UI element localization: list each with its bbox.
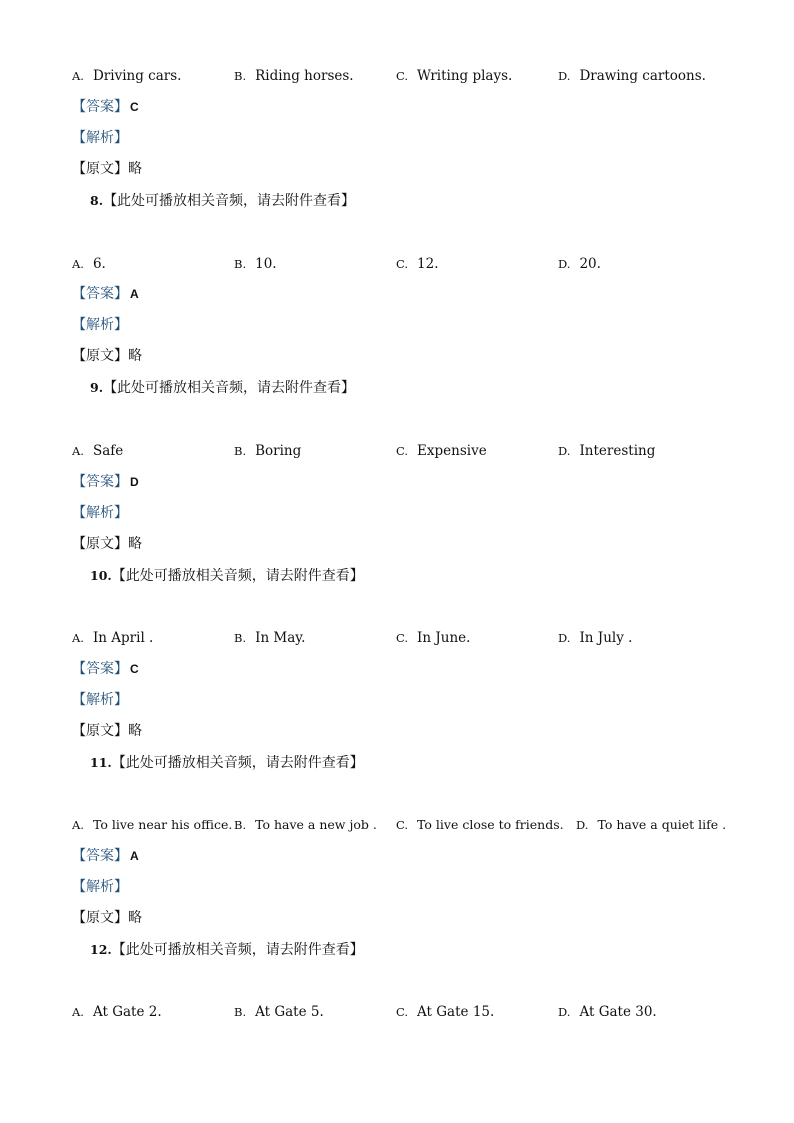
question-number: 11. xyxy=(90,755,112,770)
analysis-line: 【解析】 xyxy=(72,692,128,708)
original-line: 【原文】略 xyxy=(72,910,142,926)
answer-line: 【答案】 C xyxy=(72,99,139,115)
question-number: 12. xyxy=(90,942,112,957)
option-c: C. In June. xyxy=(396,630,471,646)
option-a: A. In April . xyxy=(72,630,154,646)
analysis-line: 【解析】 xyxy=(72,505,128,521)
answer-value: A xyxy=(130,287,139,301)
question-line xyxy=(90,376,355,400)
options-row xyxy=(0,439,794,463)
audio-placeholder[interactable]: 【此处可播放相关音频，请去附件查看】 xyxy=(103,380,356,396)
answer-line: 【答案】 A xyxy=(72,848,139,864)
question-line xyxy=(90,189,355,213)
analysis-line: 【解析】 xyxy=(72,130,128,146)
option-d: D. Drawing cartoons. xyxy=(558,68,706,84)
option-c: C. At Gate 15. xyxy=(396,1004,495,1020)
original-line: 【原文】略 xyxy=(72,723,142,739)
question-line xyxy=(90,938,364,962)
audio-placeholder[interactable]: 【此处可播放相关音频，请去附件查看】 xyxy=(111,568,364,584)
options-row xyxy=(0,64,794,88)
question-line xyxy=(90,751,364,775)
original-line: 【原文】略 xyxy=(72,348,142,364)
question-number: 8. xyxy=(90,193,104,208)
question-line xyxy=(90,564,364,588)
option-a: A. Driving cars. xyxy=(72,68,182,84)
option-b: B. 10. xyxy=(234,256,277,272)
option-b: B. At Gate 5. xyxy=(234,1004,324,1020)
options-row xyxy=(0,252,794,276)
question-number: 9. xyxy=(90,380,104,395)
option-c: C. Expensive xyxy=(396,443,487,459)
answer-value: D xyxy=(130,475,139,489)
option-b: B. To have a new job . xyxy=(234,817,377,832)
audio-placeholder[interactable]: 【此处可播放相关音频，请去附件查看】 xyxy=(111,755,364,771)
option-b: B. Boring xyxy=(234,443,302,459)
option-d: D. At Gate 30. xyxy=(558,1004,657,1020)
option-a: A. Safe xyxy=(72,443,124,459)
answer-line: 【答案】 D xyxy=(72,474,139,490)
analysis-line: 【解析】 xyxy=(72,879,128,895)
answer-line: 【答案】 C xyxy=(72,661,139,677)
options-row xyxy=(0,626,794,650)
option-c: C. Writing plays. xyxy=(396,68,513,84)
option-d: D. Interesting xyxy=(558,443,656,459)
audio-placeholder[interactable]: 【此处可播放相关音频，请去附件查看】 xyxy=(103,193,356,209)
answer-value: A xyxy=(130,849,139,863)
option-d: D. 20. xyxy=(558,256,601,272)
answer-value: C xyxy=(130,662,139,676)
option-b: B. In May. xyxy=(234,630,306,646)
option-a: A. To live near his office. xyxy=(72,817,233,832)
option-a: A. At Gate 2. xyxy=(72,1004,162,1020)
options-row xyxy=(0,1000,794,1024)
audio-placeholder[interactable]: 【此处可播放相关音频，请去附件查看】 xyxy=(111,942,364,958)
option-d: D. In July . xyxy=(558,630,633,646)
answer-line: 【答案】 A xyxy=(72,286,139,302)
option-c: C. 12. xyxy=(396,256,439,272)
option-d: D. To have a quiet life . xyxy=(576,817,727,832)
question-number: 10. xyxy=(90,568,112,583)
original-line: 【原文】略 xyxy=(72,536,142,552)
answer-value: C xyxy=(130,100,139,114)
analysis-line: 【解析】 xyxy=(72,317,128,333)
option-b: B. Riding horses. xyxy=(234,68,354,84)
option-c: C. To live close to friends. xyxy=(396,817,564,832)
options-row xyxy=(0,813,794,837)
option-a: A. 6. xyxy=(72,256,106,272)
original-line: 【原文】略 xyxy=(72,161,142,177)
